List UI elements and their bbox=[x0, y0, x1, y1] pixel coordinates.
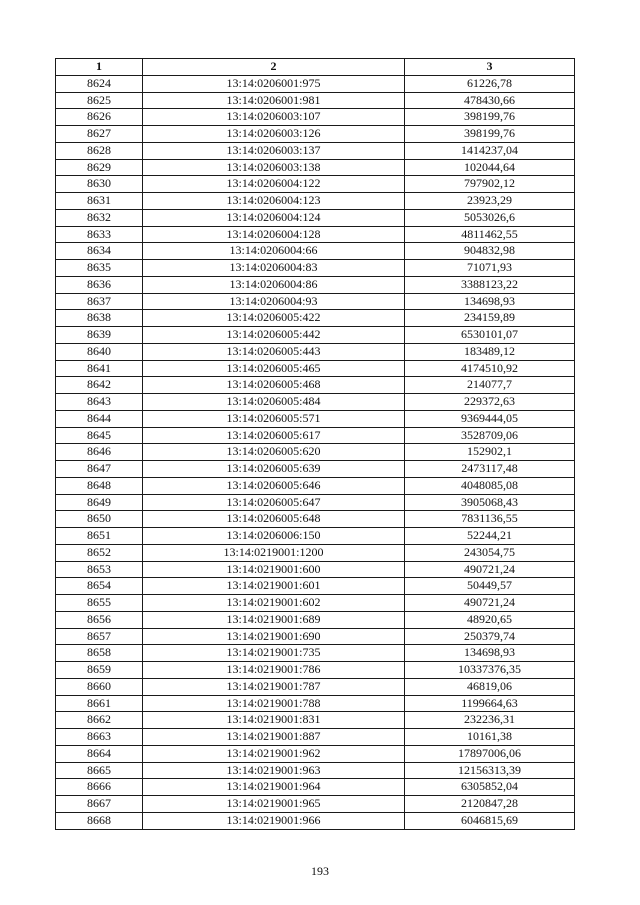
value-cell: 7831136,55 bbox=[405, 511, 575, 528]
row-number-cell: 8628 bbox=[56, 142, 143, 159]
row-number-cell: 8658 bbox=[56, 645, 143, 662]
row-number-cell: 8642 bbox=[56, 377, 143, 394]
value-cell: 398199,76 bbox=[405, 109, 575, 126]
row-number-cell: 8652 bbox=[56, 544, 143, 561]
row-number-cell: 8664 bbox=[56, 745, 143, 762]
row-number-cell: 8656 bbox=[56, 611, 143, 628]
value-cell: 229372,63 bbox=[405, 394, 575, 411]
table-row bbox=[56, 243, 575, 260]
cadastral-number-cell: 13:14:0219001:788 bbox=[143, 695, 405, 712]
row-number-cell: 8639 bbox=[56, 327, 143, 344]
cadastral-number-cell: 13:14:0206004:124 bbox=[143, 209, 405, 226]
table-row bbox=[56, 109, 575, 126]
cadastral-number-cell: 13:14:0206005:648 bbox=[143, 511, 405, 528]
table-row bbox=[56, 712, 575, 729]
value-cell: 4048085,08 bbox=[405, 477, 575, 494]
row-number-cell: 8635 bbox=[56, 260, 143, 277]
table-row bbox=[56, 176, 575, 193]
value-cell: 48920,65 bbox=[405, 611, 575, 628]
value-cell: 12156313,39 bbox=[405, 762, 575, 779]
table-row bbox=[56, 126, 575, 143]
value-cell: 1199664,63 bbox=[405, 695, 575, 712]
cadastral-number-cell: 13:14:0206004:83 bbox=[143, 260, 405, 277]
cadastral-number-cell: 13:14:0206005:620 bbox=[143, 444, 405, 461]
cadastral-number-cell: 13:14:0206003:126 bbox=[143, 126, 405, 143]
value-cell: 250379,74 bbox=[405, 628, 575, 645]
row-number-cell: 8647 bbox=[56, 461, 143, 478]
cadastral-number-cell: 13:14:0206006:150 bbox=[143, 528, 405, 545]
value-cell: 214077,7 bbox=[405, 377, 575, 394]
value-cell: 6530101,07 bbox=[405, 327, 575, 344]
value-cell: 50449,57 bbox=[405, 578, 575, 595]
table-row bbox=[56, 260, 575, 277]
row-number-cell: 8661 bbox=[56, 695, 143, 712]
header-row bbox=[56, 59, 575, 76]
cadastral-number-cell: 13:14:0219001:965 bbox=[143, 796, 405, 813]
row-number-cell: 8625 bbox=[56, 92, 143, 109]
cadastral-number-cell: 13:14:0219001:735 bbox=[143, 645, 405, 662]
cadastral-number-cell: 13:14:0206004:93 bbox=[143, 293, 405, 310]
cadastral-number-cell: 13:14:0219001:690 bbox=[143, 628, 405, 645]
cadastral-number-cell: 13:14:0206003:107 bbox=[143, 109, 405, 126]
table-row bbox=[56, 142, 575, 159]
value-cell: 797902,12 bbox=[405, 176, 575, 193]
value-cell: 5053026,6 bbox=[405, 209, 575, 226]
cadastral-number-cell: 13:14:0219001:966 bbox=[143, 812, 405, 829]
cadastral-number-cell: 13:14:0219001:964 bbox=[143, 779, 405, 796]
cadastral-number-cell: 13:14:0219001:787 bbox=[143, 678, 405, 695]
cadastral-number-cell: 13:14:0206003:137 bbox=[143, 142, 405, 159]
table-row bbox=[56, 427, 575, 444]
value-cell: 102044,64 bbox=[405, 159, 575, 176]
row-number-cell: 8665 bbox=[56, 762, 143, 779]
value-cell: 152902,1 bbox=[405, 444, 575, 461]
value-cell: 6046815,69 bbox=[405, 812, 575, 829]
row-number-cell: 8634 bbox=[56, 243, 143, 260]
value-cell: 10161,38 bbox=[405, 729, 575, 746]
row-number-cell: 8631 bbox=[56, 193, 143, 210]
row-number-cell: 8624 bbox=[56, 75, 143, 92]
value-cell: 243054,75 bbox=[405, 544, 575, 561]
value-cell: 183489,12 bbox=[405, 343, 575, 360]
row-number-cell: 8662 bbox=[56, 712, 143, 729]
cadastral-number-cell: 13:14:0206005:484 bbox=[143, 394, 405, 411]
cadastral-number-cell: 13:14:0206004:86 bbox=[143, 276, 405, 293]
cadastral-number-cell: 13:14:0206005:639 bbox=[143, 461, 405, 478]
row-number-cell: 8649 bbox=[56, 494, 143, 511]
row-number-cell: 8655 bbox=[56, 595, 143, 612]
value-cell: 232236,31 bbox=[405, 712, 575, 729]
row-number-cell: 8646 bbox=[56, 444, 143, 461]
table-row bbox=[56, 159, 575, 176]
value-cell: 4174510,92 bbox=[405, 360, 575, 377]
row-number-cell: 8632 bbox=[56, 209, 143, 226]
cadastral-number-cell: 13:14:0206005:442 bbox=[143, 327, 405, 344]
cadastral-number-cell: 13:14:0219001:786 bbox=[143, 662, 405, 679]
cadastral-number-cell: 13:14:0219001:689 bbox=[143, 611, 405, 628]
value-cell: 23923,29 bbox=[405, 193, 575, 210]
table-row bbox=[56, 209, 575, 226]
value-cell: 46819,06 bbox=[405, 678, 575, 695]
value-cell: 3905068,43 bbox=[405, 494, 575, 511]
table-row bbox=[56, 762, 575, 779]
cadastral-number-cell: 13:14:0206005:647 bbox=[143, 494, 405, 511]
value-cell: 234159,89 bbox=[405, 310, 575, 327]
table-row bbox=[56, 779, 575, 796]
value-cell: 3528709,06 bbox=[405, 427, 575, 444]
table-row bbox=[56, 360, 575, 377]
cadastral-number-cell: 13:14:0219001:1200 bbox=[143, 544, 405, 561]
cadastral-number-cell: 13:14:0219001:601 bbox=[143, 578, 405, 595]
value-cell: 2120847,28 bbox=[405, 796, 575, 813]
row-number-cell: 8644 bbox=[56, 410, 143, 427]
cadastral-number-cell: 13:14:0206004:66 bbox=[143, 243, 405, 260]
cadastral-number-cell: 13:14:0206005:617 bbox=[143, 427, 405, 444]
table-row bbox=[56, 796, 575, 813]
table-row bbox=[56, 729, 575, 746]
cadastral-number-cell: 13:14:0206005:468 bbox=[143, 377, 405, 394]
cadastral-number-cell: 13:14:0219001:887 bbox=[143, 729, 405, 746]
table-row bbox=[56, 494, 575, 511]
table-row bbox=[56, 645, 575, 662]
value-cell: 9369444,05 bbox=[405, 410, 575, 427]
value-cell: 2473117,48 bbox=[405, 461, 575, 478]
row-number-cell: 8666 bbox=[56, 779, 143, 796]
cadastral-number-cell: 13:14:0219001:963 bbox=[143, 762, 405, 779]
value-cell: 490721,24 bbox=[405, 561, 575, 578]
table-row bbox=[56, 410, 575, 427]
table-row bbox=[56, 628, 575, 645]
row-number-cell: 8645 bbox=[56, 427, 143, 444]
cadastral-number-cell: 13:14:0206004:123 bbox=[143, 193, 405, 210]
row-number-cell: 8641 bbox=[56, 360, 143, 377]
table-row bbox=[56, 343, 575, 360]
table-row bbox=[56, 812, 575, 829]
cadastral-number-cell: 13:14:0206005:571 bbox=[143, 410, 405, 427]
column-header-2: 2 bbox=[143, 59, 405, 76]
table-row bbox=[56, 394, 575, 411]
row-number-cell: 8633 bbox=[56, 226, 143, 243]
cadastral-number-cell: 13:14:0219001:831 bbox=[143, 712, 405, 729]
table-row bbox=[56, 544, 575, 561]
value-cell: 398199,76 bbox=[405, 126, 575, 143]
row-number-cell: 8630 bbox=[56, 176, 143, 193]
data-table bbox=[55, 58, 575, 830]
row-number-cell: 8660 bbox=[56, 678, 143, 695]
table-row bbox=[56, 695, 575, 712]
table-row bbox=[56, 595, 575, 612]
value-cell: 134698,93 bbox=[405, 645, 575, 662]
value-cell: 10337376,35 bbox=[405, 662, 575, 679]
row-number-cell: 8650 bbox=[56, 511, 143, 528]
table-row bbox=[56, 327, 575, 344]
table-row bbox=[56, 293, 575, 310]
cadastral-number-cell: 13:14:0219001:602 bbox=[143, 595, 405, 612]
cadastral-number-cell: 13:14:0206005:465 bbox=[143, 360, 405, 377]
column-header-1: 1 bbox=[56, 59, 143, 76]
value-cell: 134698,93 bbox=[405, 293, 575, 310]
row-number-cell: 8627 bbox=[56, 126, 143, 143]
table-row bbox=[56, 310, 575, 327]
cadastral-number-cell: 13:14:0206005:646 bbox=[143, 477, 405, 494]
cadastral-number-cell: 13:14:0206004:128 bbox=[143, 226, 405, 243]
table-row bbox=[56, 75, 575, 92]
table-row bbox=[56, 511, 575, 528]
table-row bbox=[56, 678, 575, 695]
table-row bbox=[56, 745, 575, 762]
value-cell: 17897006,06 bbox=[405, 745, 575, 762]
value-cell: 1414237,04 bbox=[405, 142, 575, 159]
table-row bbox=[56, 92, 575, 109]
page-number: 193 bbox=[311, 864, 329, 878]
cadastral-number-cell: 13:14:0206001:981 bbox=[143, 92, 405, 109]
cadastral-number-cell: 13:14:0219001:600 bbox=[143, 561, 405, 578]
value-cell: 61226,78 bbox=[405, 75, 575, 92]
cadastral-number-cell: 13:14:0206004:122 bbox=[143, 176, 405, 193]
row-number-cell: 8667 bbox=[56, 796, 143, 813]
value-cell: 478430,66 bbox=[405, 92, 575, 109]
value-cell: 4811462,55 bbox=[405, 226, 575, 243]
row-number-cell: 8638 bbox=[56, 310, 143, 327]
row-number-cell: 8648 bbox=[56, 477, 143, 494]
table-row bbox=[56, 193, 575, 210]
value-cell: 71071,93 bbox=[405, 260, 575, 277]
row-number-cell: 8651 bbox=[56, 528, 143, 545]
row-number-cell: 8668 bbox=[56, 812, 143, 829]
value-cell: 6305852,04 bbox=[405, 779, 575, 796]
row-number-cell: 8663 bbox=[56, 729, 143, 746]
row-number-cell: 8643 bbox=[56, 394, 143, 411]
row-number-cell: 8657 bbox=[56, 628, 143, 645]
cadastral-number-cell: 13:14:0206003:138 bbox=[143, 159, 405, 176]
table-row bbox=[56, 528, 575, 545]
table-row bbox=[56, 444, 575, 461]
table-row bbox=[56, 611, 575, 628]
row-number-cell: 8636 bbox=[56, 276, 143, 293]
table-row bbox=[56, 578, 575, 595]
row-number-cell: 8637 bbox=[56, 293, 143, 310]
table-row bbox=[56, 477, 575, 494]
cadastral-number-cell: 13:14:0206005:422 bbox=[143, 310, 405, 327]
value-cell: 52244,21 bbox=[405, 528, 575, 545]
row-number-cell: 8640 bbox=[56, 343, 143, 360]
row-number-cell: 8626 bbox=[56, 109, 143, 126]
row-number-cell: 8654 bbox=[56, 578, 143, 595]
column-header-3: 3 bbox=[405, 59, 575, 76]
table-row bbox=[56, 276, 575, 293]
table-row bbox=[56, 226, 575, 243]
cadastral-number-cell: 13:14:0206001:975 bbox=[143, 75, 405, 92]
row-number-cell: 8659 bbox=[56, 662, 143, 679]
table-row bbox=[56, 662, 575, 679]
table-row bbox=[56, 377, 575, 394]
value-cell: 904832,98 bbox=[405, 243, 575, 260]
value-cell: 3388123,22 bbox=[405, 276, 575, 293]
table-row bbox=[56, 561, 575, 578]
table-row bbox=[56, 461, 575, 478]
row-number-cell: 8653 bbox=[56, 561, 143, 578]
cadastral-number-cell: 13:14:0219001:962 bbox=[143, 745, 405, 762]
row-number-cell: 8629 bbox=[56, 159, 143, 176]
value-cell: 490721,24 bbox=[405, 595, 575, 612]
cadastral-number-cell: 13:14:0206005:443 bbox=[143, 343, 405, 360]
